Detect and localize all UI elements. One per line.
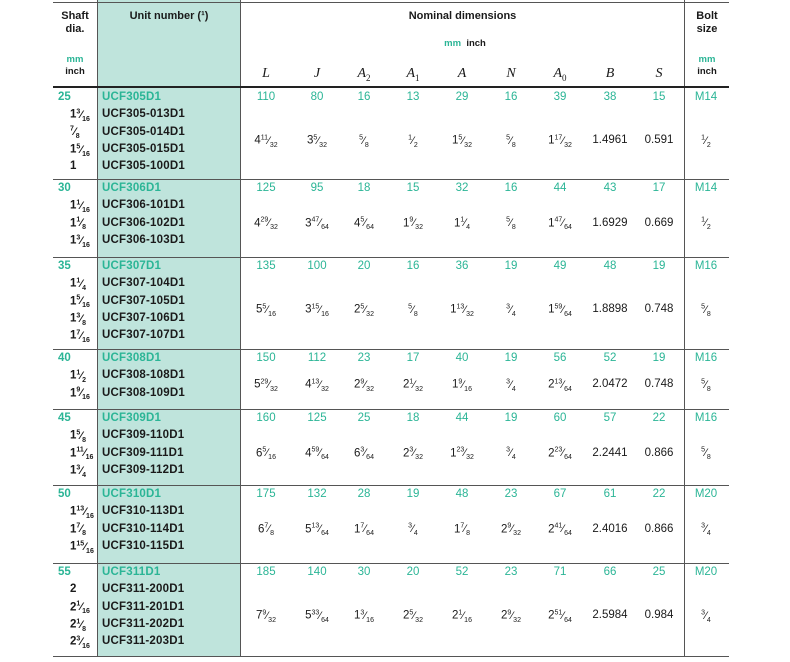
- dimension-value-mm: 16: [357, 91, 371, 103]
- dimension-value-mm: 110: [256, 91, 276, 103]
- dimension-value-inch: $1^9⁄_{32}$: [403, 216, 423, 232]
- dimension-value-mm: 16: [406, 260, 420, 272]
- dimension-value-mm: 19: [652, 260, 666, 272]
- dimension-value-inch: $4^{59}⁄_{64}$: [305, 446, 329, 462]
- dimension-value-mm: 44: [455, 412, 469, 424]
- unit-number-inch: UCF309-111D1: [102, 446, 184, 459]
- dimension-value-mm: 150: [256, 352, 276, 364]
- unit-number-inch: UCF311-202D1: [102, 617, 185, 630]
- bolt-size-inch: $^5⁄_8$: [701, 446, 711, 462]
- dimension-symbol: S: [655, 66, 663, 81]
- unit-number-inch: UCF311-200D1: [102, 583, 185, 596]
- dimension-value-inch: $^3⁄_4$: [506, 303, 516, 319]
- dimension-value-mm: 80: [310, 91, 324, 103]
- unit-number-inch: UCF306-102D1: [102, 216, 185, 229]
- shaft-inch-unit: inch: [65, 66, 85, 77]
- dimension-value-inch: $6^5⁄_{16}$: [256, 446, 276, 462]
- dimension-value-inch: $3^5⁄_{32}$: [307, 134, 327, 150]
- dimension-value-inch: $2^{41}⁄_{64}$: [548, 522, 572, 538]
- bolt-size-inch: $^5⁄_8$: [701, 377, 711, 393]
- shaft-dia-inch: $1^3⁄_8$: [70, 311, 87, 327]
- dimension-value-mm: 19: [504, 412, 518, 424]
- shaft-dia-inch: $1^9⁄_{16}$: [70, 386, 90, 402]
- dimension-symbol: $A_1$: [406, 66, 420, 83]
- dimension-value-inch: $1^{47}⁄_{64}$: [548, 216, 572, 232]
- dimension-value-mm: 135: [256, 260, 276, 272]
- dimension-value-inch: $^5⁄_8$: [506, 216, 516, 232]
- dimension-value-mm: 125: [256, 182, 276, 194]
- group-divider: [53, 409, 729, 410]
- dimension-value-mm: 112: [307, 352, 327, 364]
- unit-number-inch: UCF309-112D1: [102, 463, 185, 476]
- dimension-value-mm: 25: [652, 566, 666, 578]
- dimension-value-inch: $2^{51}⁄_{64}$: [548, 609, 572, 625]
- shaft-dia-inch: $1^1⁄_2$: [70, 369, 87, 385]
- dimension-value-inch: $4^{13}⁄_{32}$: [305, 377, 329, 393]
- dimension-value-inch: $^3⁄_4$: [506, 446, 516, 462]
- shaft-dia-inch: $1^{15}⁄_{16}$: [70, 539, 94, 555]
- shaft-dia-inch: $1^{11}⁄_{16}$: [70, 446, 94, 462]
- shaft-dia-mm: 35: [58, 260, 71, 272]
- dimension-value-inch: $1^{59}⁄_{64}$: [548, 303, 572, 319]
- unit-number-inch: UCF307-105D1: [102, 294, 185, 307]
- unit-number-inch: UCF308-109D1: [102, 386, 185, 399]
- dimension-value-mm: 43: [603, 182, 617, 194]
- bolt-size-mm: M14: [694, 91, 718, 103]
- dimension-value-inch: $1^7⁄_8$: [453, 522, 471, 538]
- dimension-value-mm: 40: [455, 352, 469, 364]
- dimension-value-mm: 18: [406, 412, 420, 424]
- dimension-symbol: $A_2$: [357, 66, 371, 83]
- dimension-value-inch: $^1⁄_2$: [408, 134, 418, 150]
- bolt-size-inch: $^1⁄_2$: [701, 134, 711, 150]
- unit-number-inch: UCF306-103D1: [102, 233, 185, 246]
- dimension-value-mm: 52: [603, 352, 617, 364]
- dimension-value-inch: 0.669: [644, 216, 674, 229]
- dimension-value-inch: $5^5⁄_{16}$: [256, 303, 276, 319]
- dimension-value-inch: 0.748: [644, 377, 674, 390]
- dimension-value-inch: $1^9⁄_{16}$: [452, 377, 472, 393]
- dimension-value-inch: 0.748: [644, 303, 674, 316]
- dimension-value-mm: 100: [307, 260, 327, 272]
- bolt-inch-unit: inch: [697, 66, 717, 77]
- dimension-value-mm: 17: [406, 352, 420, 364]
- nominal-mm-unit: mm: [444, 38, 462, 49]
- unit-number-metric: UCF308D1: [102, 352, 162, 364]
- dimension-value-mm: 19: [504, 352, 518, 364]
- shaft-dia-inch: $1^3⁄_4$: [70, 463, 87, 479]
- shaft-dia-mm: 45: [58, 412, 71, 424]
- dimension-value-mm: 30: [357, 566, 371, 578]
- dimension-value-inch: $4^5⁄_{64}$: [354, 216, 374, 232]
- dimension-value-inch: $1^1⁄_4$: [453, 216, 471, 232]
- bolt-size-mm: M20: [694, 566, 718, 578]
- dimension-value-mm: 16: [504, 182, 518, 194]
- header-bottom-rule: [53, 86, 729, 88]
- dimension-value-inch: $^5⁄_8$: [408, 303, 418, 319]
- bolt-size-mm: M16: [694, 352, 718, 364]
- dimension-value-inch: $2^{13}⁄_{64}$: [548, 377, 572, 393]
- unit-number-inch: UCF310-113D1: [102, 505, 185, 518]
- dimension-value-inch: $2^{23}⁄_{64}$: [548, 446, 572, 462]
- dimension-value-mm: 49: [553, 260, 567, 272]
- shaft-dia-mm: 25: [58, 91, 71, 103]
- unit-number-inch: UCF305-014D1: [102, 125, 185, 138]
- dimension-value-mm: 15: [652, 91, 666, 103]
- shaft-dia-inch: $1^1⁄_4$: [70, 277, 87, 293]
- bolt-size-header: Bolt size: [696, 10, 718, 35]
- dimension-value-inch: $1^{17}⁄_{32}$: [548, 134, 572, 150]
- dimension-value-mm: 57: [603, 412, 617, 424]
- dimension-value-inch: $2^9⁄_{32}$: [501, 522, 521, 538]
- dimension-value-inch: $^3⁄_4$: [506, 377, 516, 393]
- dimension-value-inch: 1.8898: [592, 303, 628, 316]
- dimension-value-inch: 2.4016: [592, 522, 628, 535]
- unit-number-inch: UCF307-107D1: [102, 329, 185, 342]
- dimension-value-mm: 20: [357, 260, 371, 272]
- dimension-value-inch: $2^9⁄_{32}$: [354, 377, 374, 393]
- dimension-symbol: B: [605, 66, 615, 81]
- shaft-dia-inch: $1^5⁄_{16}$: [70, 142, 90, 158]
- dimension-value-mm: 22: [652, 412, 666, 424]
- unit-number-inch: UCF311-201D1: [102, 600, 185, 613]
- dimension-value-mm: 29: [455, 91, 469, 103]
- dimension-value-inch: $^5⁄_8$: [506, 134, 516, 150]
- unit-number-inch: UCF306-101D1: [102, 199, 185, 212]
- dimension-value-mm: 56: [553, 352, 567, 364]
- dimension-value-inch: $1^3⁄_{16}$: [354, 609, 374, 625]
- unit-number-inch: UCF305-015D1: [102, 142, 185, 155]
- dimension-value-mm: 23: [504, 566, 518, 578]
- dimension-value-inch: 2.2441: [592, 446, 628, 459]
- unit-number-inch: UCF305-100D1: [102, 160, 185, 173]
- bolt-size-inch: $^1⁄_2$: [701, 216, 711, 232]
- dimension-value-mm: 66: [603, 566, 617, 578]
- group-divider: [53, 349, 729, 350]
- dimension-value-inch: $3^{15}⁄_{16}$: [305, 303, 329, 319]
- bolt-size-mm: M16: [694, 412, 718, 424]
- unit-number-inch: UCF305-013D1: [102, 108, 185, 121]
- dimension-value-inch: $5^{13}⁄_{64}$: [305, 522, 329, 538]
- dimension-value-mm: 19: [652, 352, 666, 364]
- shaft-dia-inch: $1^7⁄_8$: [70, 522, 87, 538]
- bolt-size-inch: $^3⁄_4$: [701, 609, 711, 625]
- dimension-value-inch: $1^7⁄_{64}$: [354, 522, 374, 538]
- unit-number-inch: UCF311-203D1: [102, 635, 185, 648]
- shaft-dia-inch: 2: [70, 583, 77, 596]
- shaft-dia-inch: $1^3⁄_{16}$: [70, 108, 90, 124]
- dimension-value-mm: 38: [603, 91, 617, 103]
- dimension-value-inch: $2^5⁄_{32}$: [403, 609, 423, 625]
- group-divider: [53, 179, 729, 180]
- bolt-size-inch: $^3⁄_4$: [701, 522, 711, 538]
- dimension-value-mm: 185: [256, 566, 276, 578]
- dimension-value-inch: $^5⁄_8$: [359, 134, 369, 150]
- shaft-dia-header: Shaft dia.: [61, 10, 89, 35]
- dimension-value-mm: 36: [455, 260, 469, 272]
- dimension-value-inch: 0.866: [644, 446, 674, 459]
- dimension-value-inch: $6^3⁄_{64}$: [354, 446, 374, 462]
- dimension-value-inch: 1.6929: [592, 216, 628, 229]
- dimension-value-inch: $5^{33}⁄_{64}$: [305, 609, 329, 625]
- group-divider: [53, 257, 729, 258]
- dimension-value-inch: $4^{29}⁄_{32}$: [254, 216, 278, 232]
- shaft-dia-inch: $1^3⁄_{16}$: [70, 233, 90, 249]
- shaft-dia-inch: $1^1⁄_8$: [70, 216, 87, 232]
- dimension-value-mm: 95: [310, 182, 324, 194]
- dimension-symbol: $A_0$: [553, 66, 567, 83]
- unit-number-metric: UCF311D1: [102, 566, 161, 578]
- dimension-value-inch: $2^3⁄_{32}$: [403, 446, 423, 462]
- shaft-dia-inch: $1^5⁄_{16}$: [70, 294, 90, 310]
- shaft-mm-unit: mm: [66, 54, 84, 65]
- dimension-value-mm: 61: [603, 488, 617, 500]
- dimension-value-inch: $5^{29}⁄_{32}$: [254, 377, 278, 393]
- shaft-dia-inch: $2^3⁄_{16}$: [70, 635, 90, 651]
- dimension-value-inch: $3^{47}⁄_{64}$: [305, 216, 329, 232]
- dimension-symbol: L: [262, 66, 270, 81]
- dimension-symbol: N: [506, 66, 516, 81]
- dimension-value-mm: 25: [357, 412, 371, 424]
- dimension-value-mm: 60: [553, 412, 567, 424]
- shaft-dia-mm: 30: [58, 182, 71, 194]
- shaft-dia-inch: $1^1⁄_{16}$: [70, 199, 90, 215]
- unit-number-metric: UCF309D1: [102, 412, 162, 424]
- dimension-value-inch: $1^5⁄_{32}$: [452, 134, 472, 150]
- shaft-dia-inch: $1^7⁄_{16}$: [70, 329, 90, 345]
- bolt-size-mm: M20: [694, 488, 718, 500]
- dimension-value-mm: 175: [256, 488, 276, 500]
- group-divider: [53, 563, 729, 564]
- dimension-value-mm: 28: [357, 488, 371, 500]
- dimension-value-inch: 0.984: [644, 609, 674, 622]
- dimension-value-mm: 48: [603, 260, 617, 272]
- unit-number-inch: UCF307-104D1: [102, 277, 185, 290]
- unit-number-inch: UCF307-106D1: [102, 311, 185, 324]
- unit-number-inch: UCF309-110D1: [102, 429, 185, 442]
- shaft-dia-inch: $2^1⁄_{16}$: [70, 600, 90, 616]
- unit-number-metric: UCF305D1: [102, 91, 162, 103]
- dimension-value-inch: $7^9⁄_{32}$: [256, 609, 276, 625]
- dimension-value-mm: 48: [455, 488, 469, 500]
- shaft-dia-mm: 55: [58, 566, 71, 578]
- dimension-value-mm: 13: [406, 91, 420, 103]
- dimension-value-mm: 140: [307, 566, 327, 578]
- dimension-value-mm: 18: [357, 182, 371, 194]
- shaft-dia-mm: 40: [58, 352, 71, 364]
- bolt-size-mm: M16: [694, 260, 718, 272]
- dimension-value-mm: 160: [256, 412, 276, 424]
- dimension-value-inch: $2^9⁄_{32}$: [501, 609, 521, 625]
- dimension-value-mm: 52: [455, 566, 469, 578]
- dimension-value-mm: 23: [357, 352, 371, 364]
- shaft-dia-mm: 50: [58, 488, 71, 500]
- dimension-value-mm: 23: [504, 488, 518, 500]
- dimension-symbol: J: [313, 66, 321, 81]
- dimension-value-inch: $^3⁄_4$: [408, 522, 418, 538]
- dimension-value-mm: 15: [406, 182, 420, 194]
- dimension-value-mm: 71: [553, 566, 567, 578]
- shaft-dia-inch: $2^1⁄_8$: [70, 617, 87, 633]
- unit-number-metric: UCF306D1: [102, 182, 162, 194]
- bolt-size-inch: $^5⁄_8$: [701, 303, 711, 319]
- dimension-value-mm: 22: [652, 488, 666, 500]
- dimension-value-inch: 2.5984: [592, 609, 628, 622]
- nominal-inch-unit: inch: [466, 38, 486, 49]
- shaft-dia-inch: $^7⁄_8$: [70, 125, 80, 141]
- dimension-value-mm: 67: [553, 488, 567, 500]
- divider-vertical: [240, 0, 241, 657]
- dimension-value-inch: $1^{23}⁄_{32}$: [450, 446, 474, 462]
- shaft-dia-inch: $1^{13}⁄_{16}$: [70, 505, 94, 521]
- dimension-value-mm: 32: [455, 182, 469, 194]
- dimension-symbol: A: [457, 66, 467, 81]
- dimension-value-mm: 132: [307, 488, 327, 500]
- group-divider: [53, 485, 729, 486]
- bolt-size-mm: M14: [694, 182, 718, 194]
- nominal-dimensions-header: Nominal dimensions: [408, 10, 517, 22]
- dimension-value-mm: 19: [504, 260, 518, 272]
- dimension-value-inch: $2^5⁄_{32}$: [354, 303, 374, 319]
- dimension-value-inch: $1^{13}⁄_{32}$: [450, 303, 474, 319]
- dimension-value-mm: 20: [406, 566, 420, 578]
- dimension-value-mm: 44: [553, 182, 567, 194]
- dimension-value-mm: 19: [406, 488, 420, 500]
- bolt-mm-unit: mm: [698, 54, 716, 65]
- nominal-units: [420, 37, 510, 50]
- shaft-dia-inch: $1^5⁄_8$: [70, 429, 87, 445]
- dimension-value-inch: $6^7⁄_8$: [257, 522, 275, 538]
- shaft-dia-inch: 1: [70, 160, 77, 173]
- dimension-value-inch: 0.591: [644, 134, 674, 147]
- unit-number-inch: UCF310-115D1: [102, 539, 185, 552]
- dimension-value-mm: 16: [504, 91, 518, 103]
- dimension-value-inch: $2^1⁄_{16}$: [452, 609, 472, 625]
- dimension-value-inch: 1.4961: [592, 134, 628, 147]
- dimension-value-mm: 125: [307, 412, 327, 424]
- dimension-value-inch: 0.866: [644, 522, 674, 535]
- unit-number-inch: UCF310-114D1: [102, 522, 185, 535]
- dimension-value-inch: $4^{11}⁄_{32}$: [254, 134, 278, 150]
- unit-number-header: Unit number (¹): [129, 10, 209, 22]
- dimension-value-mm: 39: [553, 91, 567, 103]
- group-divider: [53, 656, 729, 657]
- table-top-rule: [53, 2, 729, 3]
- unit-number-metric: UCF310D1: [102, 488, 162, 500]
- unit-number-metric: UCF307D1: [102, 260, 162, 272]
- dimension-value-inch: 2.0472: [592, 377, 628, 390]
- unit-number-inch: UCF308-108D1: [102, 369, 185, 382]
- dimension-value-inch: $2^1⁄_{32}$: [403, 377, 423, 393]
- dimension-value-mm: 17: [652, 182, 666, 194]
